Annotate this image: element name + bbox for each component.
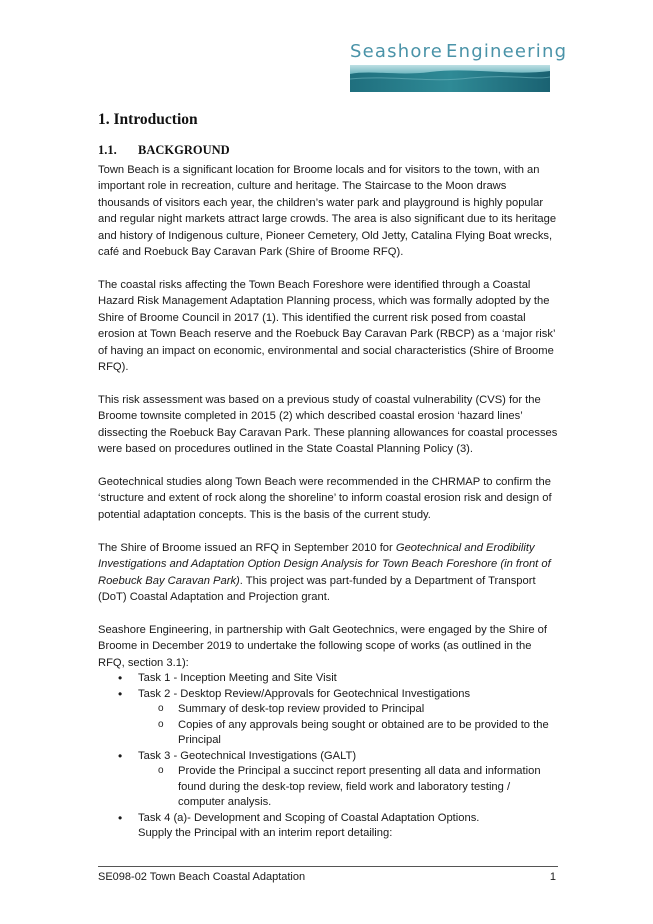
page-heading: 1. Introduction [98, 111, 198, 128]
paragraph-rfq [98, 540, 558, 606]
logo-wordmark [350, 41, 568, 62]
task-list [98, 671, 558, 842]
list-item-task-3 [118, 749, 558, 811]
list-item-task-2b [158, 718, 558, 749]
logo-word-seashore: Seashore [350, 41, 444, 62]
paragraph-coastal-risks: The coastal risks affecting the Town Beach Foreshore were identified through a Coastal Hazard Risk Management Adaptation Planning process, which was formally adopted by the Shire of Broome Council in 2017 (1). This identified the current risk posed from coastal erosion at Town Beach reserve and the Roebuck Bay Caravan Park (RBCP) as a ‘major risk’ of having an impact on economic, environmental and social characteristics (Shire of Broome RFQ). [98, 278, 556, 373]
task-2-sublist [138, 702, 558, 749]
list-item-task-3a [158, 764, 558, 811]
paragraph-risk-assessment: This risk assessment was based on a previous study of coastal vulnerability (CVS) for the Broome townsite completed in 2015 (2) which described coastal erosion ‘hazard lines’ dissecting the Roebuck Bay Caravan Park. These planning allowances for coastal processes were based on procedures outlined in the State Coastal Planning Policy (3). [98, 393, 558, 456]
logo-wave-graphic [350, 65, 550, 92]
task-3-sublist [138, 764, 558, 811]
footer-page-number: 1 [549, 871, 556, 883]
task-2b-label: Copies of any approvals being sought or obtained are to be provided to the Principal [178, 718, 549, 747]
list-item-task-2 [118, 687, 558, 749]
paragraph-town-beach: Town Beach is a significant location for Broome locals and for visitors to the town, with an important role in recreation, culture and heritage. The Staircase to the Moon draws thousands of visitors each year, the children’s water park and playground is highly popular and regular night markets attract large crowds. The area is also significant due to its heritage and history of Indigenous culture, Pioneer Cemetery, Old Jetty, Catalina Flying Boat wrecks, café and Roebuck Bay Caravan Park (Shire of Broome RFQ). [98, 164, 557, 259]
section-heading [98, 142, 558, 158]
rfq-text-after: . This project was part-funded by a Department of Transport (DoT) Coastal Adaptation and Projection grant. [98, 574, 536, 603]
list-item-task-2a [158, 702, 558, 718]
logo-word-engineering: Engineering [446, 41, 568, 62]
task-3a-label: Provide the Principal a succinct report presenting all data and information found during the desk-top review, field work and laboratory testing / computer analysis. [178, 765, 541, 809]
list-item-task-4 [118, 811, 558, 842]
footer-document-title: SE098-02 Town Beach Coastal Adaptation [98, 871, 306, 883]
footer-divider [98, 866, 558, 867]
company-logo [350, 41, 568, 92]
paragraph-scope-intro: Seashore Engineering, in partnership with Galt Geotechnics, were engaged by the Shire of Broome in December 2019 to undertake the following scope of works (as outlined in the RFQ, section 3.1): [98, 623, 548, 669]
document-body [98, 110, 558, 842]
section-title: BACKGROUND [138, 143, 230, 157]
section-number: 1.1. [98, 143, 117, 157]
task-3-label: Task 3 - Geotechnical Investigations (GALT) [138, 749, 357, 762]
list-item-task-1 [118, 671, 558, 687]
task-2a-label: Summary of desk-top review provided to Principal [178, 703, 425, 716]
rfq-text-before: The Shire of Broome issued an RFQ in September 2010 for [98, 541, 396, 554]
task-4-note: Supply the Principal with an interim report detailing: [138, 827, 393, 840]
paragraph-geotechnical: Geotechnical studies along Town Beach were recommended in the CHRMAP to confirm the ‘structure and extent of rock along the shoreline’ to inform coastal erosion risk and design of potential adaptation concepts. This is the basis of the current study. [98, 476, 552, 521]
task-4-label: Task 4 (a)- Development and Scoping of Coastal Adaptation Options. [138, 811, 480, 824]
rfq-project-title: Geotechnical and Erodibility Investigations and Adaptation Option Design Analysis for Town Beach Foreshore (in front of Roebuck Bay Caravan Park) [98, 541, 551, 587]
task-2-label: Task 2 - Desktop Review/Approvals for Geotechnical Investigations [138, 687, 471, 700]
task-1-label: Task 1 - Inception Meeting and Site Visit [138, 672, 337, 685]
